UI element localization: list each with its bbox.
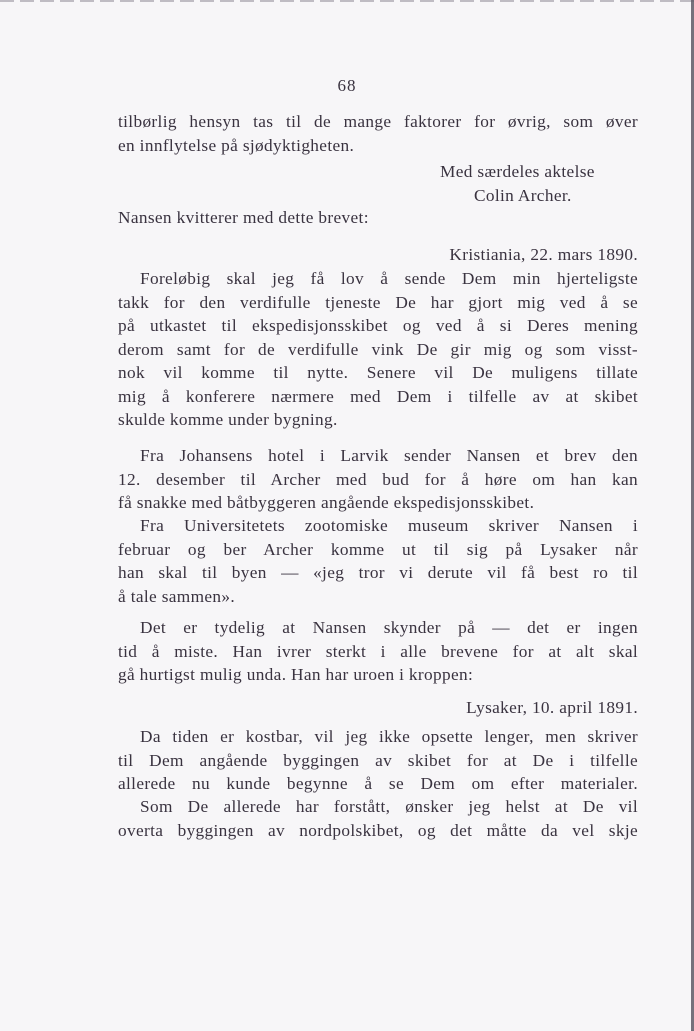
text-line: Da tiden er kostbar, vil jeg ikke opsette lenger, men skriver xyxy=(140,727,638,746)
scan-top-edge xyxy=(0,0,694,2)
letter-1-body xyxy=(118,267,638,432)
dateline: Lysaker, 10. april 1891. xyxy=(466,698,638,717)
text-line: tilbørlig hensyn tas til de mange faktorer for øvrig, som øver xyxy=(118,112,638,131)
text-line: få snakke med båtbyggeren angående ekspedisjonsskibet. xyxy=(118,493,535,512)
text-line: Som De allerede har forstått, ønsker jeg helst at De vil xyxy=(140,797,638,816)
text-line: skulde komme under bygning. xyxy=(118,410,338,429)
text-line: 12. desember til Archer med bud for å høre om han kan xyxy=(118,469,638,489)
text-line: Foreløbig skal jeg få lov å sende Dem min hjerteligste xyxy=(140,269,638,288)
text-line: til Dem angående byggingen av skibet for at De i tilfelle xyxy=(118,750,638,770)
signature: Colin Archer. xyxy=(474,185,572,205)
text-line: mig å konferere nærmere med Dem i tilfelle av at skibet xyxy=(118,386,638,406)
text-line: derom samt for de verdifulle vink De gir mig og som visst- xyxy=(118,339,638,359)
dateline: Kristiania, 22. mars 1890. xyxy=(449,245,638,264)
letter-2-dateline xyxy=(118,696,638,720)
text-line: på utkastet til ekspedisjonsskibet og ved å si Deres mening xyxy=(118,316,638,335)
text-line: Fra Johansens hotel i Larvik sender Nansen et brev den xyxy=(140,446,638,465)
text-line: overta byggingen av nordpolskibet, og det måtte da vel skje xyxy=(118,820,638,840)
text-line: februar og ber Archer komme ut til sig på Lysaker når xyxy=(118,539,638,559)
text-line: han skal til byen — «jeg tror vi derute vil få best ro til xyxy=(118,563,638,582)
letter-end xyxy=(118,110,638,157)
paragraph-urgent xyxy=(118,616,638,687)
text-line: nok vil komme til nytte. Senere vil De muligens tillate xyxy=(118,363,638,382)
text-line: gå hurtigst mulig unda. Han har uroen i kroppen: xyxy=(118,665,474,684)
paragraph-museum xyxy=(118,514,638,608)
text-line: takk for den verdifulle tjeneste De har gjort mig ved å se xyxy=(118,292,638,312)
intro-paragraph xyxy=(118,206,638,230)
text-line: tid å miste. Han ivrer sterkt i alle brevene for at alt skal xyxy=(118,641,638,661)
page-number: 68 xyxy=(337,76,357,95)
letter-2-para-1 xyxy=(118,725,638,796)
text-line: Fra Universitetets zootomiske museum skriver Nansen i xyxy=(140,516,638,535)
text-line: å tale sammen». xyxy=(118,586,236,606)
letter-2-para-2 xyxy=(118,795,638,842)
paragraph-johansen xyxy=(118,444,638,515)
letter-1 xyxy=(118,243,638,267)
text-line: allerede nu kunde begynne å se Dem om efter materialer. xyxy=(118,774,638,793)
closing-block xyxy=(440,160,640,207)
closing: Med særdeles aktelse xyxy=(440,162,595,181)
text-line: Det er tydelig at Nansen skynder på — det er ingen xyxy=(140,618,638,637)
intro-text: Nansen kvitterer med dette brevet: xyxy=(118,208,369,227)
text-line: en innflytelse på sjødyktigheten. xyxy=(118,135,355,155)
